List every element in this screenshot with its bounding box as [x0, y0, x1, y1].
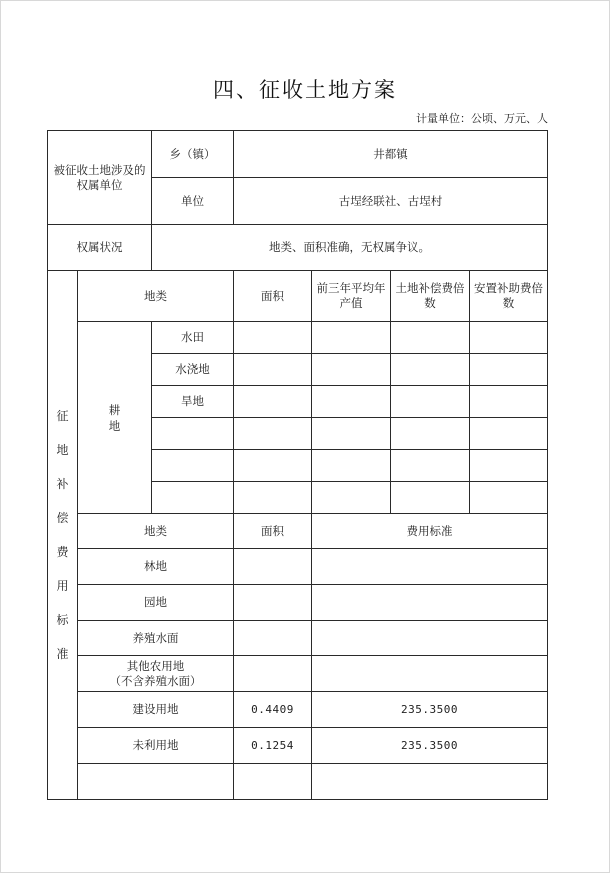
lower-header-standard: 费用标准 — [311, 513, 548, 549]
lower-header-area: 面积 — [233, 513, 312, 549]
lower-area-cell — [233, 620, 312, 656]
header-resettle-multiple-text: 安置补助费倍数 — [474, 281, 543, 310]
cultivated-value-cell — [390, 353, 470, 386]
cultivated-value-cell — [311, 449, 391, 482]
lower-standard-cell — [311, 548, 548, 585]
vertical-char: 费 — [56, 545, 69, 559]
unit-label: 计量单位：公顷、万元、人 — [416, 112, 548, 125]
cultivated-value-cell — [233, 449, 312, 482]
lower-area-cell: 0.4409 — [233, 691, 312, 728]
cultivated-value-cell — [390, 449, 470, 482]
lower-type-cell: 其他农用地 （不含养殖水面） — [77, 655, 234, 692]
cultivated-value-cell — [311, 321, 391, 354]
lower-type-cell: 养殖水面 — [77, 620, 234, 656]
lower-header-land-type: 地类 — [77, 513, 234, 549]
lower-area-cell — [233, 584, 312, 621]
header-land-multiple-text: 土地补偿费倍数 — [395, 281, 465, 310]
page-title: 四、征收土地方案 — [213, 78, 397, 102]
lower-type-cell: 建设用地 — [77, 691, 234, 728]
cultivated-value-cell — [469, 481, 548, 514]
lower-area-cell — [233, 655, 312, 692]
cultivated-type-cell: 水浇地 — [151, 353, 234, 386]
lower-standard-cell: 235.3500 — [311, 691, 548, 728]
owner-header — [47, 130, 152, 225]
header-avg-output-text: 前三年平均年产值 — [316, 281, 386, 310]
lower-type-cell: 林地 — [77, 548, 234, 585]
cultivated-value-cell — [469, 321, 548, 354]
cultivated-value-cell — [469, 353, 548, 386]
lower-standard-cell: 235.3500 — [311, 727, 548, 764]
cultivated-value-cell — [311, 417, 391, 450]
cultivated-type-cell — [151, 417, 234, 450]
header-land-multiple — [390, 270, 470, 322]
ownership-value: 地类、面积准确，无权属争议。 — [151, 224, 548, 271]
owner-header-text: 被征收土地涉及的权属单位 — [53, 162, 146, 192]
cultivated-value-cell — [390, 321, 470, 354]
lower-standard-cell — [311, 655, 548, 692]
lower-area-cell — [233, 763, 312, 800]
cultivated-value-cell — [233, 481, 312, 514]
vertical-char: 征 — [56, 409, 69, 423]
cultivated-type-cell: 水田 — [151, 321, 234, 354]
cultivated-value-cell — [469, 417, 548, 450]
lower-area-cell — [233, 548, 312, 585]
cultivated-char: 地 — [108, 418, 121, 433]
cultivated-value-cell — [233, 417, 312, 450]
lower-standard-cell — [311, 620, 548, 656]
vertical-char: 用 — [56, 579, 69, 593]
town-label: 乡（镇） — [151, 130, 234, 178]
cultivated-value-cell — [469, 449, 548, 482]
vertical-char: 偿 — [56, 511, 69, 525]
header-resettle-multiple — [469, 270, 548, 322]
cultivated-type-cell — [151, 481, 234, 514]
cultivated-value-cell — [311, 385, 391, 418]
ownership-label: 权属状况 — [47, 224, 152, 271]
compensation-vertical-label — [47, 270, 78, 800]
cultivated-type-cell — [151, 449, 234, 482]
cultivated-value-cell — [311, 481, 391, 514]
lower-area-cell: 0.1254 — [233, 727, 312, 764]
vertical-char: 地 — [56, 443, 69, 457]
cultivated-value-cell — [233, 385, 312, 418]
lower-standard-cell — [311, 584, 548, 621]
cultivated-value-cell — [469, 385, 548, 418]
header-avg-output — [311, 270, 391, 322]
cultivated-label — [77, 321, 152, 514]
lower-standard-cell — [311, 763, 548, 800]
cultivated-char: 耕 — [108, 402, 121, 417]
cultivated-value-cell — [390, 417, 470, 450]
lower-type-cell: 园地 — [77, 584, 234, 621]
cultivated-value-cell — [390, 385, 470, 418]
unit-row-label: 单位 — [151, 177, 234, 225]
cultivated-value-cell — [390, 481, 470, 514]
vertical-char: 标 — [56, 613, 69, 627]
vertical-char: 补 — [56, 477, 69, 491]
cultivated-value-cell — [233, 321, 312, 354]
unit-row-value: 古埕经联社、古埕村 — [233, 177, 548, 225]
cultivated-value-cell — [233, 353, 312, 386]
header-area: 面积 — [233, 270, 312, 322]
cultivated-value-cell — [311, 353, 391, 386]
header-land-type: 地类 — [77, 270, 234, 322]
lower-type-cell — [77, 763, 234, 800]
vertical-char: 准 — [56, 647, 69, 661]
cultivated-type-cell: 旱地 — [151, 385, 234, 418]
lower-type-cell: 未利用地 — [77, 727, 234, 764]
town-value: 井都镇 — [233, 130, 548, 178]
